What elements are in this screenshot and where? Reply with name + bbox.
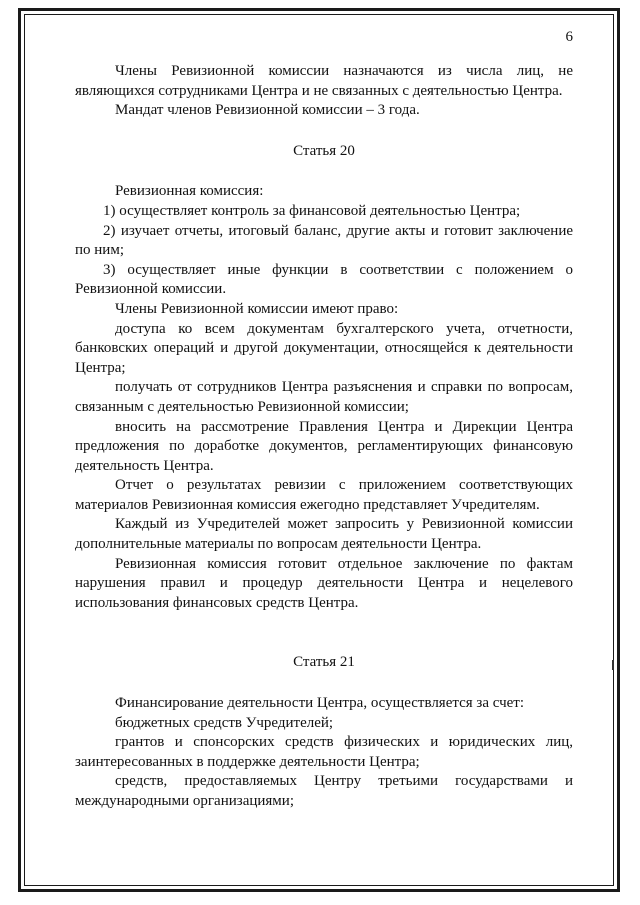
list-item: грантов и спонсорских средств физических и юридических лиц, заинтересованных в поддержке деятельности Центра; [75, 734, 573, 770]
paragraph: Финансирование деятельности Центра, осуществляется за счет: [115, 695, 525, 712]
paragraph: Ревизионная комиссия готовит отдельное заключение по фактам нарушения правил и процедур деятельности Центра и нецелевого использования финансовых средств Центра. [75, 555, 573, 611]
list-item: бюджетных средств Учредителей; [115, 714, 334, 731]
list-item: получать от сотрудников Центра разъяснения и справки по вопросам, связанным с деятельностью Ревизионной комиссии; [75, 379, 573, 415]
document-page [75, 30, 573, 812]
list-item: 3) осуществляет иные функции в соответствии с положением о Ревизионной комиссии. [75, 261, 573, 298]
list-item: доступа ко всем документам бухгалтерского учета, отчетности, банковских операций и другой документации, относящейся к деятельности Центра; [75, 320, 573, 376]
list-item: 2) изучает отчеты, итоговый баланс, другие акты и готовит заключение по ним; [75, 222, 573, 259]
scan-mark [612, 660, 614, 670]
paragraph: Ревизионная комиссия: [115, 183, 264, 200]
list-item: вносить на рассмотрение Правления Центра и Дирекции Центра предложения по доработке документов, регламентирующих финансовую деятельность Центра. [75, 418, 573, 474]
paragraph: Мандат членов Ревизионной комиссии – 3 года. [115, 102, 420, 119]
page-number: 6 [565, 29, 573, 45]
list-item: средств, предоставляемых Центру третьими государствами и международными организациями; [75, 773, 573, 809]
article-20-heading: Статья 20 [293, 142, 355, 159]
paragraph: Отчет о результатах ревизии с приложением соответствующих материалов Ревизионная комиссия ежегодно представляет Учредителям. [75, 477, 573, 513]
paragraph: Каждый из Учредителей может запросить у Ревизионной комиссии дополнительные материалы по вопросам деятельности Центра. [75, 516, 573, 553]
article-21-heading: Статья 21 [293, 654, 355, 671]
paragraph: Члены Ревизионной комиссии назначаются из числа лиц, не являющихся сотрудниками Центра и не связанных с деятельностью Центра. [75, 63, 573, 99]
list-item: 1) осуществляет контроль за финансовой деятельностью Центра; [103, 202, 521, 219]
paragraph: Члены Ревизионной комиссии имеют право: [115, 300, 399, 317]
